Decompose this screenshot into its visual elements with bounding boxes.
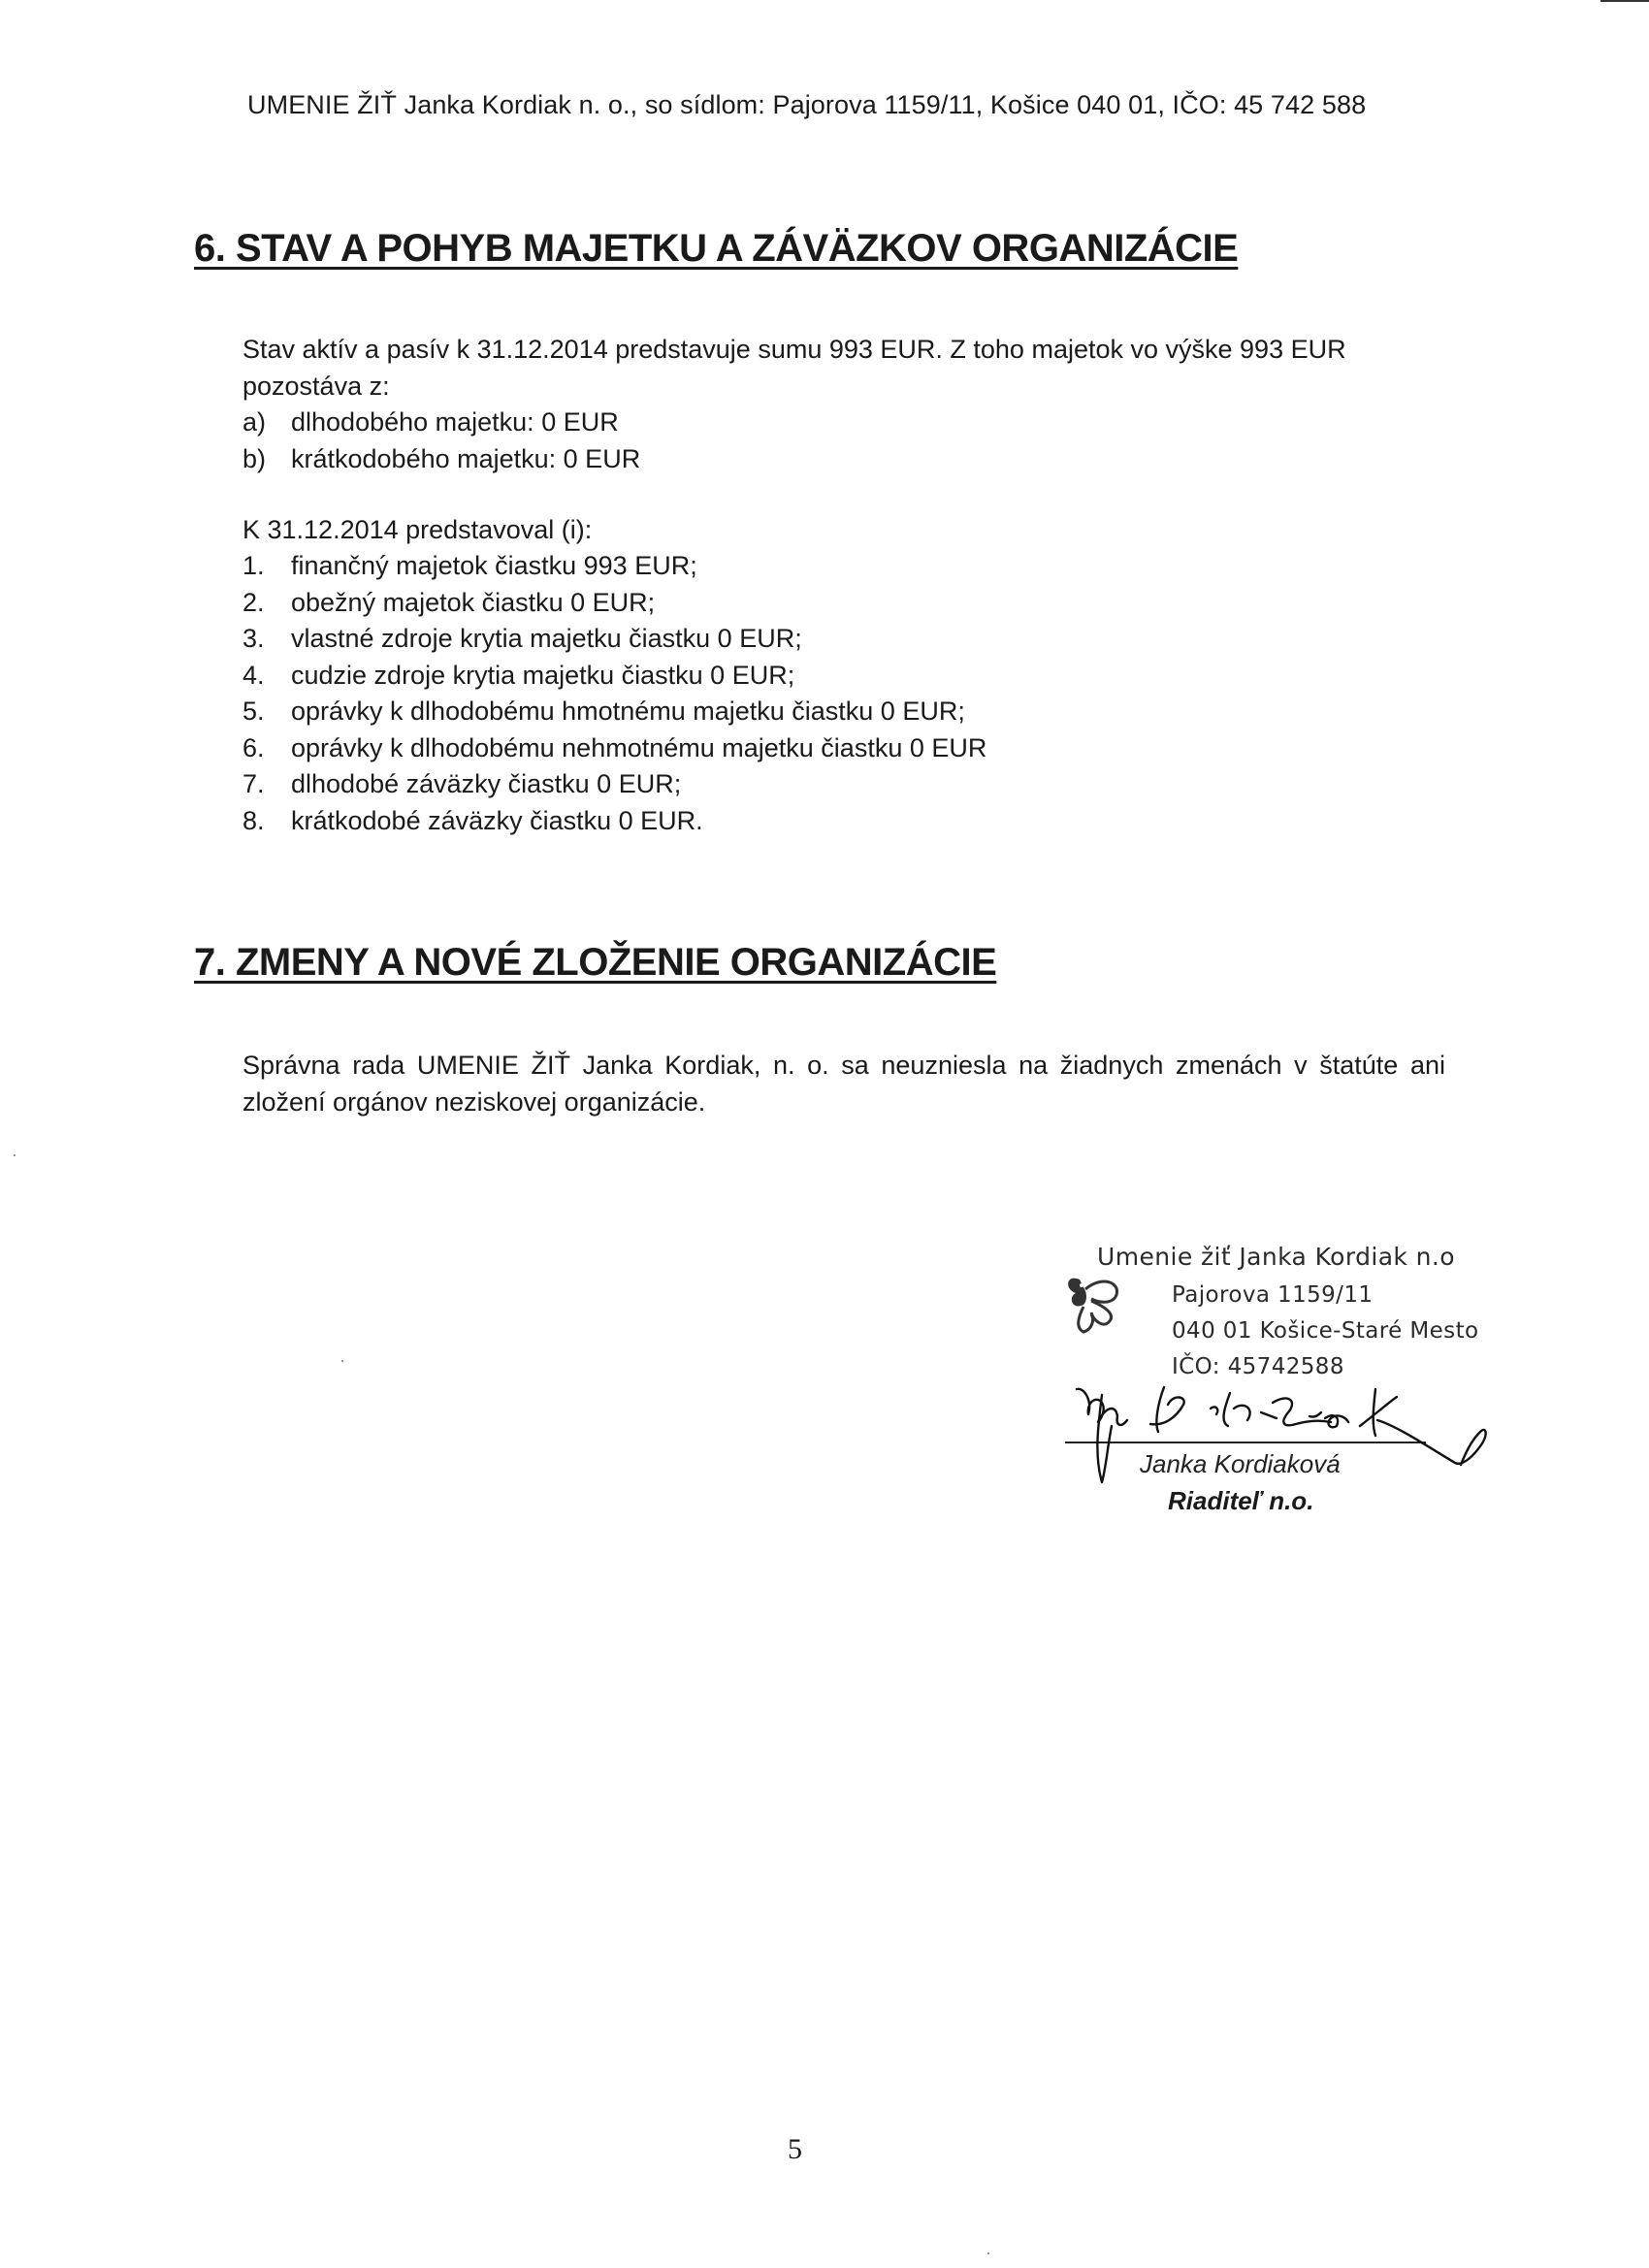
list-item-text: dlhodobého majetku: 0 EUR [291,407,619,437]
page-number: 5 [788,2133,802,2165]
date-line: K 31.12.2014 predstavoval (i): [242,515,593,544]
scan-speck [987,2252,989,2254]
section-6-heading: 6. STAV A POHYB MAJETKU A ZÁVÄZKOV ORGANIZÁCIE [194,227,1239,270]
intro-line: Stav aktív a pasív k 31.12.2014 predstavuje sumu 993 EUR. Z toho majetok vo výške 993 EUR [242,335,1346,364]
list-item-text: krátkodobého majetku: 0 EUR [291,443,641,473]
list-marker: 1. [242,551,265,580]
signatory-name: Janka Kordiaková [1140,1449,1341,1478]
body-line: Správna rada UMENIE ŽIŤ Janka Kordiak, n. o. sa neuzniesla na žiadnych zmenách v štatúte ani [242,1051,1445,1080]
list-item-text: finančný majetok čiastku 993 EUR; [291,551,697,580]
list-marker: 4. [242,660,265,690]
list-marker: 3. [242,624,265,653]
list-item-text: oprávky k dlhodobému hmotnému majetku čiastku 0 EUR; [291,697,965,726]
list-marker: 7. [242,769,265,798]
scan-speck [14,1154,16,1156]
list-item-text: dlhodobé záväzky čiastku 0 EUR; [291,769,682,798]
section-7-heading: 7. ZMENY A NOVÉ ZLOŽENIE ORGANIZÁCIE [194,941,997,984]
list-item-text: krátkodobé záväzky čiastku 0 EUR. [291,805,703,835]
intro-line: pozostáva z: [242,371,390,401]
list-item-text: obežný majetok čiastku 0 EUR; [291,587,656,617]
list-marker: 2. [242,587,265,617]
stamp-city: 040 01 Košice-Staré Mesto [1172,1318,1479,1344]
stamp-street: Pajorova 1159/11 [1172,1282,1374,1308]
letterhead: UMENIE ŽIŤ Janka Kordiak n. o., so sídlom: Pajorova 1159/11, Košice 040 01, IČO: 45 742 588 [247,90,1367,119]
list-marker: a) [242,407,267,437]
stamp-ico: IČO: 45742588 [1172,1354,1344,1379]
signatory-title: Riaditeľ n.o. [1168,1486,1314,1515]
list-item-text: oprávky k dlhodobému nehmotnému majetku čiastku 0 EUR [291,732,987,762]
list-marker: 8. [242,805,265,835]
list-marker: 6. [242,732,265,762]
list-marker: 5. [242,697,265,726]
list-item-text: vlastné zdroje krytia majetku čiastku 0 EUR; [291,624,802,653]
body-line: zložení orgánov neziskovej organizácie. [242,1086,706,1117]
list-marker: b) [242,443,267,473]
stamp-org-name: Umenie žiť Janka Kordiak n.o [1097,1243,1455,1271]
scan-speck [341,1360,343,1362]
list-item-text: cudzie zdroje krytia majetku čiastku 0 EUR; [291,660,795,690]
